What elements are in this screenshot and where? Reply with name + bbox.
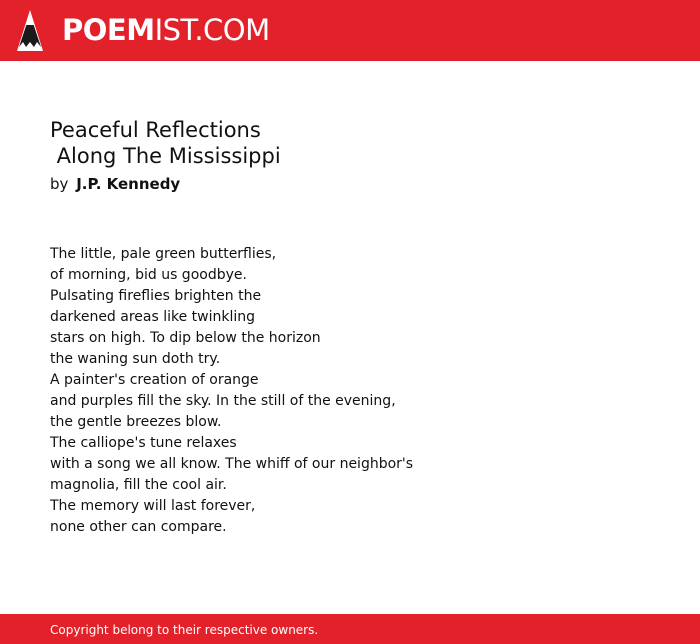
poem-title: Peaceful Reflections Along The Mississippi: [50, 118, 281, 168]
poem-line: and purples fill the sky. In the still of the evening,: [50, 393, 396, 409]
poem-body: [50, 244, 413, 538]
poem-line: of morning, bid us goodbye.: [50, 267, 247, 283]
poem-line: none other can compare.: [50, 519, 227, 535]
poem-line: magnolia, fill the cool air.: [50, 477, 227, 493]
byline: [50, 174, 180, 194]
poem-line: Pulsating fireflies brighten the: [50, 288, 262, 304]
poem-line: The calliope's tune relaxes: [50, 435, 237, 451]
poem-line: The little, pale green butterflies,: [50, 246, 277, 262]
poem-line: with a song we all know. The whiff of our neighbor's: [50, 456, 414, 472]
logo-bold-text: POEM: [62, 13, 155, 47]
site-logo[interactable]: [62, 10, 270, 50]
poem-line: stars on high. To dip below the horizon: [50, 330, 321, 346]
site-header: [0, 0, 700, 61]
copyright-text: Copyright belong to their respective owners.: [50, 623, 319, 637]
pencil-tip-icon: [17, 10, 43, 51]
poem-line: The memory will last forever,: [50, 498, 256, 514]
logo-light-text: IST.COM: [154, 13, 270, 47]
by-label: by: [50, 175, 69, 193]
site-footer: [0, 614, 700, 644]
poem-line: A painter's creation of orange: [50, 372, 259, 388]
poem-line: darkened areas like twinkling: [50, 309, 256, 325]
author-name[interactable]: J.P. Kennedy: [76, 175, 181, 193]
poem-line: the waning sun doth try.: [50, 351, 221, 367]
poem-line: the gentle breezes blow.: [50, 414, 222, 430]
